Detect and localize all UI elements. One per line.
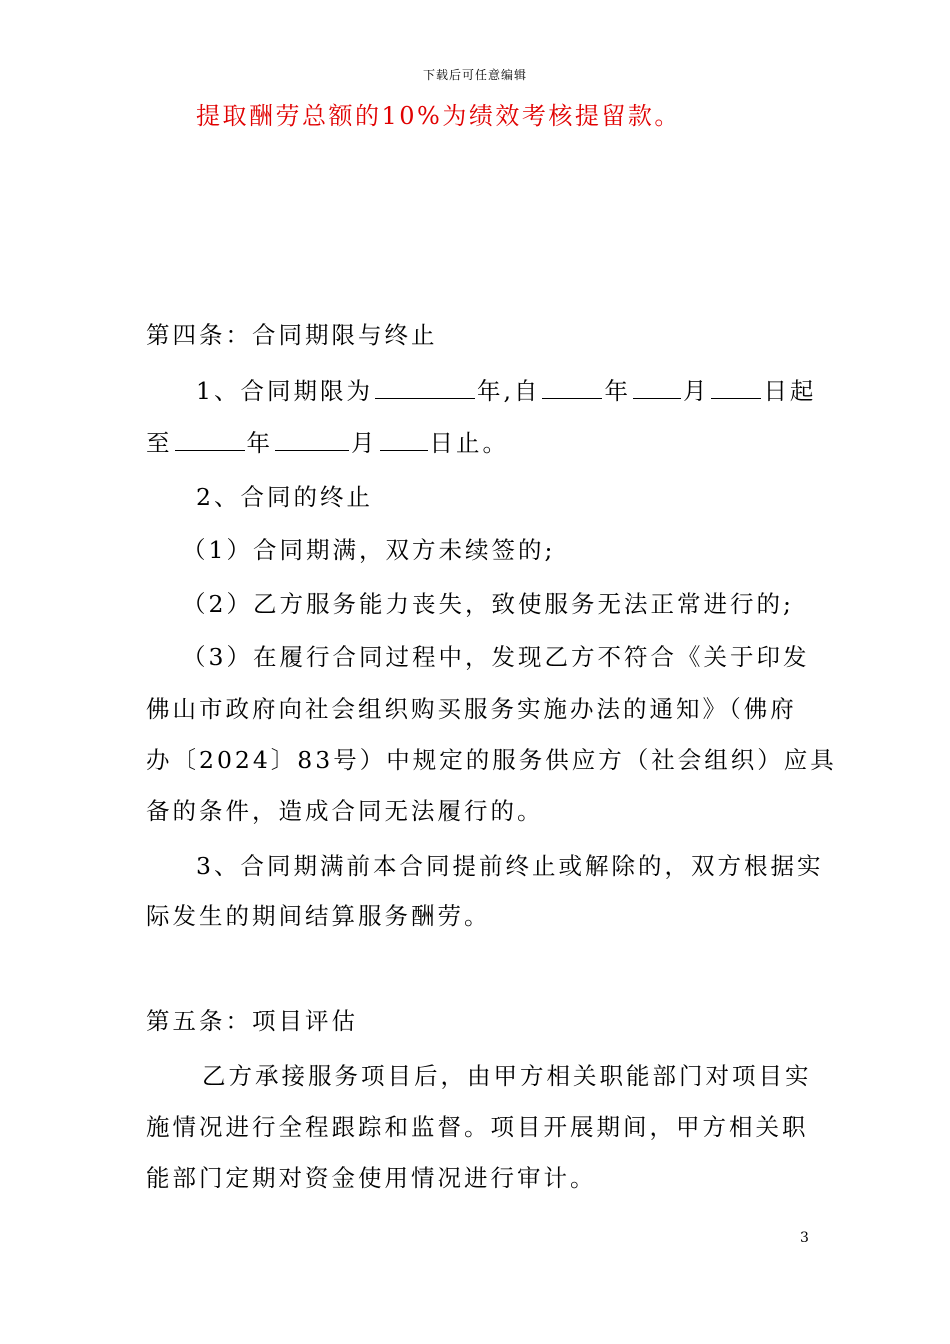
page-header: 下载后可任意编辑: [422, 68, 527, 82]
article4-item2: 2、合同的终止: [196, 483, 373, 511]
article4-item3-line1: 3、合同期满前本合同提前终止或解除的，双方根据实: [196, 852, 824, 880]
item1-text-g: 年: [246, 429, 273, 457]
article4-sub2: （2）乙方服务能力丧失，致使服务无法正常进行的;: [182, 590, 794, 618]
end-month-blank[interactable]: [275, 430, 349, 451]
page-number: 3: [800, 1230, 809, 1246]
article4-sub3-line1: （3）在履行合同过程中，发现乙方不符合《关于印发: [182, 643, 810, 671]
article5-para-line2: 施情况进行全程跟踪和监督。项目开展期间，甲方相关职: [146, 1113, 809, 1141]
article5-title: 第五条：项目评估: [146, 1007, 358, 1035]
article4-sub3-line2: 佛山市政府向社会组织购买服务实施办法的通知》（佛府: [146, 695, 797, 723]
start-year-blank[interactable]: [542, 378, 602, 399]
item1-text-i: 日止。: [429, 429, 509, 457]
item1-text-f: 至: [146, 429, 173, 457]
item1-text-a: 1、合同期限为: [196, 377, 373, 405]
start-day-blank[interactable]: [711, 378, 761, 399]
item1-text-b: 年,自: [476, 377, 541, 405]
highlight-text: 提取酬劳总额的10%为绩效考核提留款。: [196, 102, 681, 130]
article4-item1-line2: [146, 424, 509, 458]
term-years-blank[interactable]: [375, 378, 475, 399]
article4-sub1: （1）合同期满，双方未续签的;: [182, 536, 556, 564]
end-day-blank[interactable]: [380, 430, 428, 451]
article4-sub3-line4: 备的条件，造成合同无法履行的。: [146, 797, 544, 825]
article4-item1-line1: [196, 372, 816, 406]
article5-para-line3: 能部门定期对资金使用情况进行审计。: [146, 1164, 597, 1192]
article4-title: 第四条：合同期限与终止: [146, 321, 438, 349]
article4-sub3-line3: 办〔2024〕83号）中规定的服务供应方（社会组织）应具: [146, 746, 837, 774]
start-month-blank[interactable]: [633, 378, 681, 399]
article5-para-line1: 乙方承接服务项目后，由甲方相关职能部门对项目实: [202, 1062, 812, 1090]
end-year-blank[interactable]: [175, 430, 245, 451]
item1-text-c: 年: [604, 377, 631, 405]
item1-text-d: 月: [682, 377, 710, 405]
item1-text-e: 日起: [763, 377, 817, 405]
item1-text-h: 月: [351, 429, 378, 457]
article4-item3-line2: 际发生的期间结算服务酬劳。: [146, 902, 491, 930]
